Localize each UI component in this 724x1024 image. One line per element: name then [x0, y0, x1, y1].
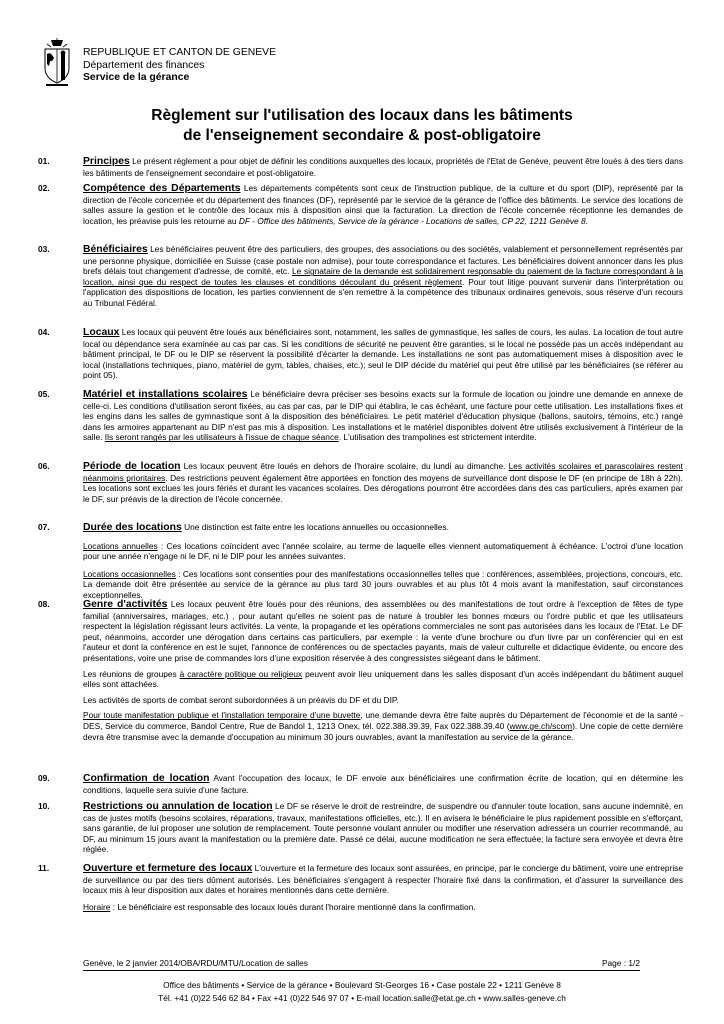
header-republic: REPUBLIQUE ET CANTON DE GENEVE: [83, 47, 277, 58]
occasional-locations-label: Locations occasionnelles: [83, 568, 176, 579]
header-block: [83, 47, 276, 85]
group-meetings-underlined: à caractère politique ou religieux: [179, 668, 303, 679]
public-event-text-continued: ). Une copie de cette dernière devra être transmise avec la demande d'occupation au minimum 30 jours ouvrables, avant la manifestation au service de la gérance.: [83, 720, 683, 742]
annual-locations-text: : Ces locations coïncident avec l'année scolaire, au terme de laquelle elles viennent automatiquement à échéance. L'octroi d'une location pour une année n'engage ni le DF, ni le DIP pour les années suivantes.: [83, 540, 683, 562]
article-text-continued: . Des restrictions peuvent également être apportées en fonction des moyens de surveillance dont dispose le DF (en principe de 18h à 22h). Les locations sont exclues les jours fériés et durant les vacances scolaires. Des dérogations pourront être accordées dans des cas particuliers, après examen par le DF, sur préavis de la direction de l'école concernée.: [83, 472, 683, 504]
occasional-locations-text: : Ces locations sont consenties pour des manifestations occasionnelles telles que : conférences, assemblées, projections, concours, etc. La demande doit être présentée au service de la gérance au plus tard 30 jours ouvrables et au plus tôt 4 mois avant la manifestation, sauf circonstances exceptionnelles.: [83, 568, 683, 600]
title-line-1: Règlement sur l'utilisation des locaux dans les bâtiments: [151, 107, 573, 124]
schedule-label: Horaire: [83, 901, 111, 912]
article-underlined-text: Ils seront rangés par les utilisateurs à l'issue de chaque séance: [104, 432, 339, 443]
article-number: 11.: [38, 863, 50, 873]
article-text: Les locaux peuvent être loués en dehors de l'horaire scolaire, du lundi au dimanche.: [180, 461, 509, 471]
group-meetings-text: Les réunions de groupes: [83, 668, 180, 679]
article-text: Les bénéficiaires peuvent être des particuliers, des groupes, des associations ou des sociétés, valablement et personnellement représentés par une personne physique, domiciliée en Suisse (case postale non admise), pour toute correspondance et factures. Les bénéficiaires doivent annoncer dans les plus brefs délais tout changement d'adresse, de comité, etc.: [83, 244, 683, 277]
article-number: 10.: [38, 801, 50, 811]
article-number: 02.: [38, 183, 50, 193]
public-event-text: , une demande devra être faite auprès du Département de l'économie et de la santé - DES, Service du commerce, Bandol Centre, Rue de Bandol 1, 1213 Onex, tél. 022.388.39.39, Fax 022.388.39.40 (: [83, 710, 683, 731]
article-text: L'ouverture et la fermeture des locaux sont assurées, en principe, par le concierge du bâtiment, voire une entreprise de surveillance ou par des tiers dûment autorisés. Les bénéficiaires s'engagent à respecter l'horaire fixé dans la confirmation, et d'assurer la surveillance des locaux mis à leur disposition aux dates et horaires mentionnés dans cette dernière.: [83, 863, 683, 896]
schedule-text: : Le bénéficiaire est responsable des locaux loués durant l'horaire mentionné dans la confirmation.: [110, 901, 476, 912]
article-heading: Genre d'activités: [83, 599, 168, 610]
article-heading: Ouverture et fermeture des locaux: [83, 863, 253, 874]
article-text: Le DF se réserve le droit de restreindre, de suspendre ou d'annuler toute location, sans aucune indemnité, en cas de justes motifs (besoins scolaires, réparations, travaux, manifestations officielles, etc.). Il en avisera le bénéficiaire le plus rapidement possible en s'efforçant, sans garantie, de lui proposer une solution de remplacement. Toute personne voulant annuler ou modifier une réservation adressera un courrier recommandé, au DF, au minimum 15 jours avant la manifestation ou la première date. Passé ce délai, aucune modification ne sera effectuée; la facture sera envoyée et devra être réglée.: [83, 801, 683, 855]
article-heading: Locaux: [83, 327, 120, 338]
article-number: 06.: [38, 461, 50, 471]
article-text-continued: . L'utilisation des trampolines est strictement interdite.: [338, 432, 537, 443]
article-address: DF - Office des bâtiments, Service de la gérance - Locations de salles, CP 22, 1211 Genève 8.: [238, 215, 588, 226]
scom-link[interactable]: www.ge.ch/scom: [509, 720, 573, 731]
article-text: Une distinction est faite entre les locations annuelles ou occasionnelles.: [181, 522, 449, 532]
article-number: 01.: [38, 156, 50, 166]
geneva-coat-of-arms-logo: [40, 38, 74, 88]
page-title: [0, 106, 724, 146]
article-heading: Bénéficiaires: [83, 244, 148, 255]
public-event-underlined: Pour toute manifestation publique et l'installation temporaire d'une buvette: [83, 710, 361, 721]
article-text: Les locaux qui peuvent être loués aux bénéficiaires sont, notamment, les salles de gymnastique, les salles de cours, les aulas. La location de tout autre local ou dépendance sera examinée au cas par cas. Si les conditions de sécurité ne peuvent être garanties, si le local ne possède pas un accès indépendant au bâtiment principal, le DF ou le DIP se réservent la possibilité d'écarter la demande. Les installations ne sont pas automatiquement mises à disposition avec le local (installations techniques, piano, matériel de gym, tables, chaises, etc.); seul le DIP décide du matériel qui peut être utilisé par les bénéficiaires (se référer au point 05).: [83, 327, 683, 381]
article-text: Le présent règlement a pour objet de définir les conditions auxquelles des locaux, propriétés de l'Etat de Genève, peuvent être loués à des tiers dans les bâtiments de l'enseignement secondaire et post-obligatoire.: [83, 156, 683, 178]
article-number: 08.: [38, 599, 50, 609]
footer-contact: Tél. +41 (0)22 546 62 84 • Fax +41 (0)22 546 97 07 • E-mail location.salle@etat.ge.ch • www.salles-geneve.ch: [158, 993, 566, 1003]
article-number: 03.: [38, 244, 50, 254]
title-line-2: de l'enseignement secondaire & post-obligatoire: [183, 127, 541, 144]
annual-locations-label: Locations annuelles: [83, 540, 158, 551]
group-meetings-text-continued: peuvent avoir lieu uniquement dans les salles disposant d'un accès indépendant du bâtiment auquel elles sont attachées.: [83, 668, 683, 690]
article-heading: Compétence des Départements: [83, 183, 241, 194]
header-department: Département des finances: [83, 59, 205, 71]
article-text: Avant l'occupation des locaux, le DF envoie aux bénéficiaires une confirmation écrite de location, qui en détermine les conditions, laquelle sera suivie d'une facture.: [83, 773, 683, 795]
header-service: Service de la gérance: [83, 72, 190, 84]
article-number: 05.: [38, 389, 50, 399]
article-underlined-text: Les activités scolaires et parascolaires restent néanmoins prioritaires: [83, 461, 683, 483]
article-number: 07.: [38, 522, 50, 532]
footer-divider: [83, 970, 640, 971]
article-text-continued: . Pour tout litige pouvant survenir dans l'interprétation ou l'application des dispositions de location, les parties conviennent de s'en remettre à la compétence des tribunaux ordinaires genevois, sous réserve d'un recours au Tribunal Fédéral.: [83, 276, 683, 308]
article-heading: Confirmation de location: [83, 773, 210, 784]
footer-date-reference: Genève, le 2 janvier 2014/OBA/RDU/MTU/Location de salles: [83, 958, 308, 968]
combat-sports-text: Les activités de sports de combat seront subordonnées à un préavis du DF et du DIP.: [83, 694, 399, 705]
article-number: 04.: [38, 327, 50, 337]
article-text: Les locaux peuvent être loués pour des réunions, des assemblées ou des manifestations de tout ordre à l'exception de fêtes de type familial (anniversaires, mariages, etc.) , pour autant qu'elles ne soient pas de nature à troubler les bonnes mœurs ou l'ordre public et que les utilisateurs respectent la législation régissant leurs activités. La vente, la propagande et les opérations commerciales ne sont pas autorisées dans les locaux de l'Etat. Le DF peut, néanmoins, accorder une dérogation dans certains cas particuliers, par exemple : la vente d'une brochure ou d'un livre par un conférencier qui en est l'auteur et dont la conférence en est le sujet, l'annonce de conférences ou de spectacles payants, mais de valeur culturelle et didactique évidente, ou encore des présentations, voire une prise de commandes lors d'une exposition réservée à des congressistes siégeant dans le bâtiment.: [83, 599, 683, 663]
article-heading: Matériel et installations scolaires: [83, 389, 248, 400]
article-text: Le bénéficiaire devra préciser ses besoins exacts sur la formule de location ou joindre une demande en annexe de celle-ci. Les conditions d'utilisation seront fixées, au cas par cas, par le DIP qui établira, le cas échéant, une facture pour cette utilisation. Les installations fixes et les engins dans les salles de gymnastique sont à la disposition des bénéficiaires. Le petit matériel d'éducation physique (ballons, sautoirs, témoins, etc.) rangé dans les armoires appartenant au DIP n'est pas mis à disposition. Les installations et le matériel disponibles doivent être utilisés exclusivement à l'intérieur de la salle.: [83, 389, 683, 443]
article-number: 09.: [38, 773, 50, 783]
footer-page-number: Page : 1/2: [601, 958, 640, 968]
article-heading: Durée des locations: [83, 522, 182, 533]
article-underlined-text: Le signataire de la demande est solidairement responsable du paiement de la facture correspondant à la location, ainsi que du respect de toutes les clauses et conditions découlant du présent règlement: [83, 266, 683, 287]
article-heading: Restrictions ou annulation de location: [83, 801, 273, 812]
footer-address: Office des bâtiments • Service de la gérance • Boulevard St-Georges 16 • Case postale 22 • 1211 Genève 8: [163, 980, 561, 990]
article-text: Les départements compétents sont ceux de l'instruction publique, de la culture et du sport (DIP), représenté par la direction de l'école concernée et du département des finances (DF), représenté par le service de la gérance de l'office des bâtiments. Le service des locations de salles assure la gestion et le contrôle des locaux mis à disposition ainsi que la facturation. La direction de l'école concernée réceptionne les demandes de location, les préavise puis les retourne au: [83, 183, 683, 226]
article-heading: Période de location: [83, 461, 181, 472]
article-heading: Principes: [83, 156, 130, 167]
